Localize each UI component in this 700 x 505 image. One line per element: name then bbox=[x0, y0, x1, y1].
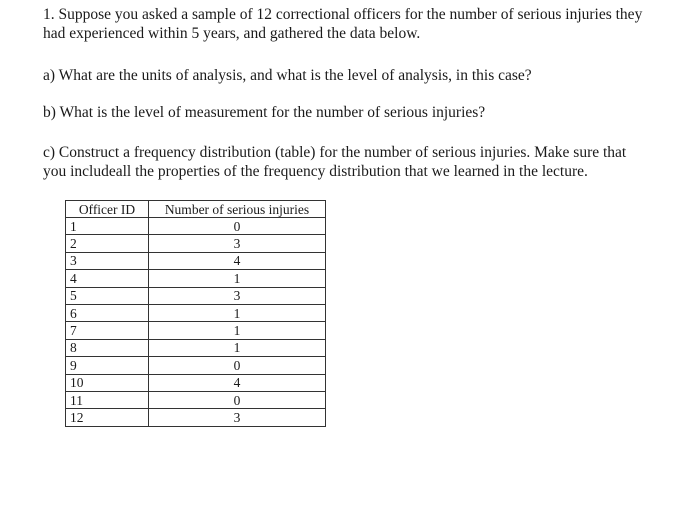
table-row bbox=[66, 374, 326, 391]
officer-id-cell: 8 bbox=[66, 339, 149, 356]
question-a: a) What are the units of analysis, and what is the level of analysis, in this case? bbox=[43, 67, 532, 84]
officer-id-cell: 7 bbox=[66, 322, 149, 339]
officer-id-cell: 5 bbox=[66, 287, 149, 304]
injuries-cell: 0 bbox=[149, 391, 326, 408]
header-officer-id: Officer ID bbox=[66, 201, 149, 218]
table-row bbox=[66, 270, 326, 287]
officer-id-cell: 1 bbox=[66, 218, 149, 235]
officer-id-cell: 10 bbox=[66, 374, 149, 391]
injuries-cell: 1 bbox=[149, 270, 326, 287]
question-b: b) What is the level of measurement for the number of serious injuries? bbox=[43, 104, 486, 121]
question-c-line-2: you includeall the properties of the frequency distribution that we learned in the lecture. bbox=[43, 163, 588, 180]
officer-id-cell: 12 bbox=[66, 409, 149, 426]
question-intro bbox=[43, 5, 642, 43]
table-row bbox=[66, 304, 326, 321]
injuries-cell: 4 bbox=[149, 374, 326, 391]
injuries-cell: 3 bbox=[149, 235, 326, 252]
officer-id-cell: 4 bbox=[66, 270, 149, 287]
question-c bbox=[43, 143, 626, 181]
officer-id-cell: 9 bbox=[66, 357, 149, 374]
table-row bbox=[66, 287, 326, 304]
intro-line-2: had experienced within 5 years, and gathered the data below. bbox=[43, 25, 421, 42]
injuries-cell: 0 bbox=[149, 357, 326, 374]
injuries-table bbox=[65, 200, 326, 427]
officer-id-cell: 2 bbox=[66, 235, 149, 252]
table-row bbox=[66, 218, 326, 235]
officer-id-cell: 11 bbox=[66, 391, 149, 408]
table-row bbox=[66, 252, 326, 269]
intro-line-1: 1. Suppose you asked a sample of 12 correctional officers for the number of serious injuries they bbox=[43, 6, 643, 23]
injuries-cell: 4 bbox=[149, 252, 326, 269]
officer-id-cell: 3 bbox=[66, 252, 149, 269]
injuries-cell: 3 bbox=[149, 287, 326, 304]
table-header-row bbox=[66, 201, 326, 218]
table-row bbox=[66, 391, 326, 408]
table-row bbox=[66, 409, 326, 426]
table-row bbox=[66, 235, 326, 252]
injuries-cell: 3 bbox=[149, 409, 326, 426]
injuries-cell: 1 bbox=[149, 322, 326, 339]
table-row bbox=[66, 357, 326, 374]
injuries-cell: 0 bbox=[149, 218, 326, 235]
question-c-line-1: c) Construct a frequency distribution (table) for the number of serious injuries. Make sure that bbox=[43, 144, 627, 161]
header-serious-injuries: Number of serious injuries bbox=[149, 201, 326, 218]
officer-id-cell: 6 bbox=[66, 304, 149, 321]
injuries-cell: 1 bbox=[149, 304, 326, 321]
injuries-cell: 1 bbox=[149, 339, 326, 356]
table-row bbox=[66, 339, 326, 356]
table-row bbox=[66, 322, 326, 339]
